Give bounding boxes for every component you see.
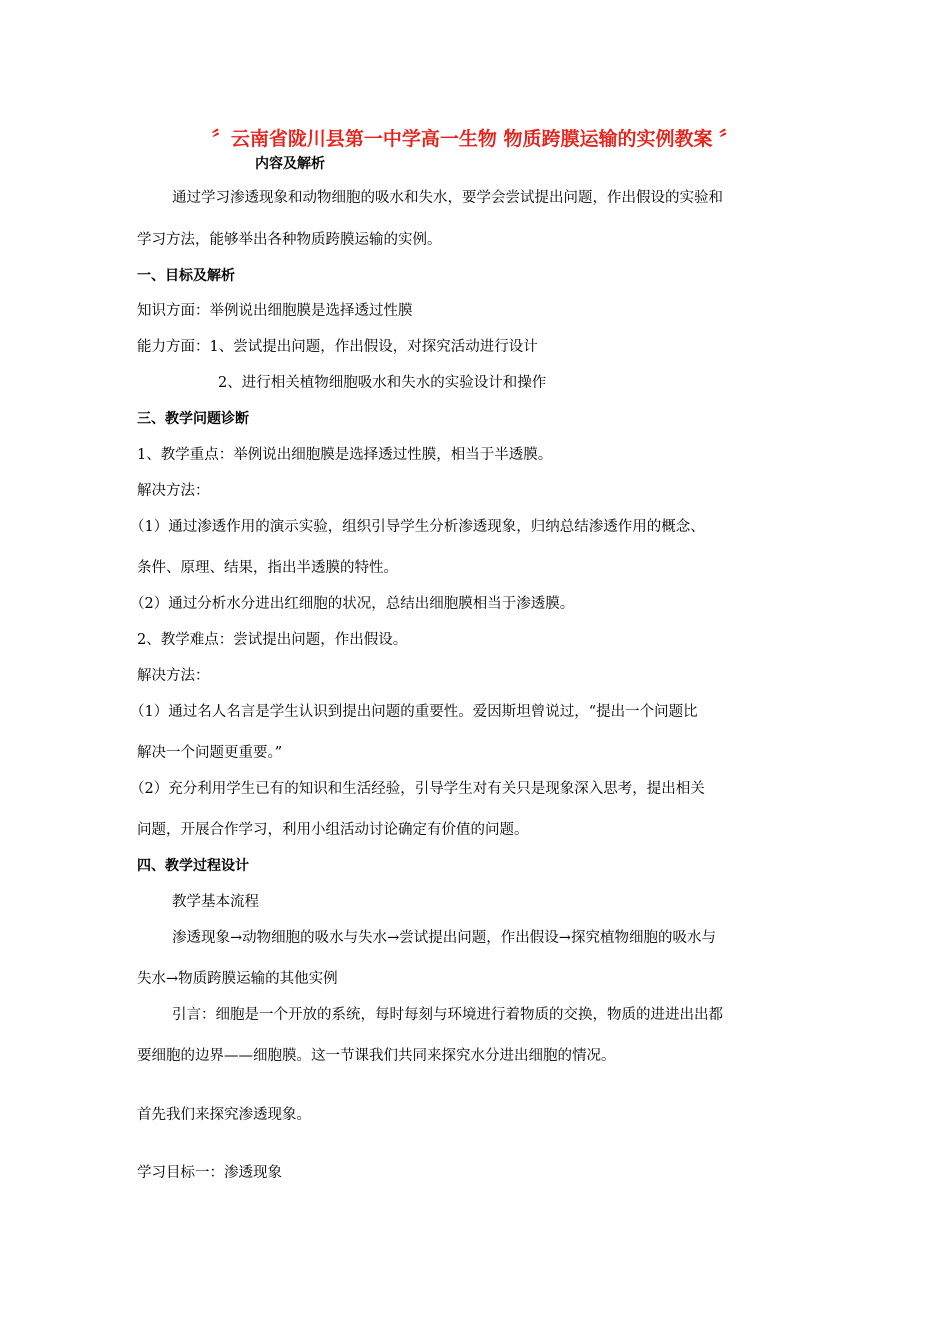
goal-knowledge: 知识方面：举例说出细胞膜是选择透过性膜 [137,303,413,319]
document-subtitle: 内容及解析 [255,156,325,172]
goal-ability-1: 能力方面：1、尝试提出问题，作出假设，对探究活动进行设计 [137,339,538,355]
first-explore: 首先我们来探究渗透现象。 [137,1107,311,1123]
method-2-line-b: 解决一个问题更重要。” [137,745,283,761]
section-heading-goals: 一、目标及解析 [137,268,235,284]
goal-ability-2: 2、进行相关植物细胞吸水和失水的实验设计和操作 [218,375,547,391]
method-label-2: 解决方法： [137,668,210,684]
flow-label: 教学基本流程 [172,894,259,910]
intro-line-1: 通过学习渗透现象和动物细胞的吸水和失水，要学会尝试提出问题，作出假设的实验和 [172,190,723,206]
intro-line-2: 学习方法，能够举出各种物质跨膜运输的实例。 [137,232,442,248]
method-label-1: 解决方法： [137,483,210,499]
method-2-line-a: （1）通过名人名言是学生认识到提出问题的重要性。爱因斯坦曾说过，“提出一个问题比 [130,704,698,720]
difficulty: 2、教学难点：尝试提出问题，作出假设。 [137,632,408,648]
flow-line-b: 失水→物质跨膜运输的其他实例 [137,971,338,987]
method-2-line-c: （2）充分利用学生已有的知识和生活经验，引导学生对有关只是现象深入思考，提出相关 [130,781,705,797]
section-heading-diagnosis: 三、教学问题诊断 [137,411,249,427]
method-1-line-a: （1）通过渗透作用的演示实验，组织引导学生分析渗透现象，归纳总结渗透作用的概念、 [130,519,705,535]
lead-in-line-b: 要细胞的边界——细胞膜。这一节课我们共同来探究水分进出细胞的情况。 [137,1048,616,1064]
section-heading-process: 四、教学过程设计 [137,858,249,874]
learning-goal-1: 学习目标一：渗透现象 [137,1165,282,1181]
lead-in-line-a: 引言：细胞是一个开放的系统，每时每刻与环境进行着物质的交换，物质的进进出出都 [172,1007,723,1023]
key-point: 1、教学重点：举例说出细胞膜是选择透过性膜，相当于半透膜。 [137,447,553,463]
document-title: 〞云南省陇川县第一中学高一生物 物质跨膜运输的实例教案 〞 [211,128,739,150]
method-1-line-c: （2）通过分析水分进出红细胞的状况，总结出细胞膜相当于渗透膜。 [130,596,575,612]
method-2-line-d: 问题，开展合作学习，利用小组活动讨论确定有价值的问题。 [137,822,529,838]
method-1-line-b: 条件、原理、结果，指出半透膜的特性。 [137,560,398,576]
flow-line-a: 渗透现象→动物细胞的吸水与失水→尝试提出问题，作出假设→探究植物细胞的吸水与 [172,930,716,946]
